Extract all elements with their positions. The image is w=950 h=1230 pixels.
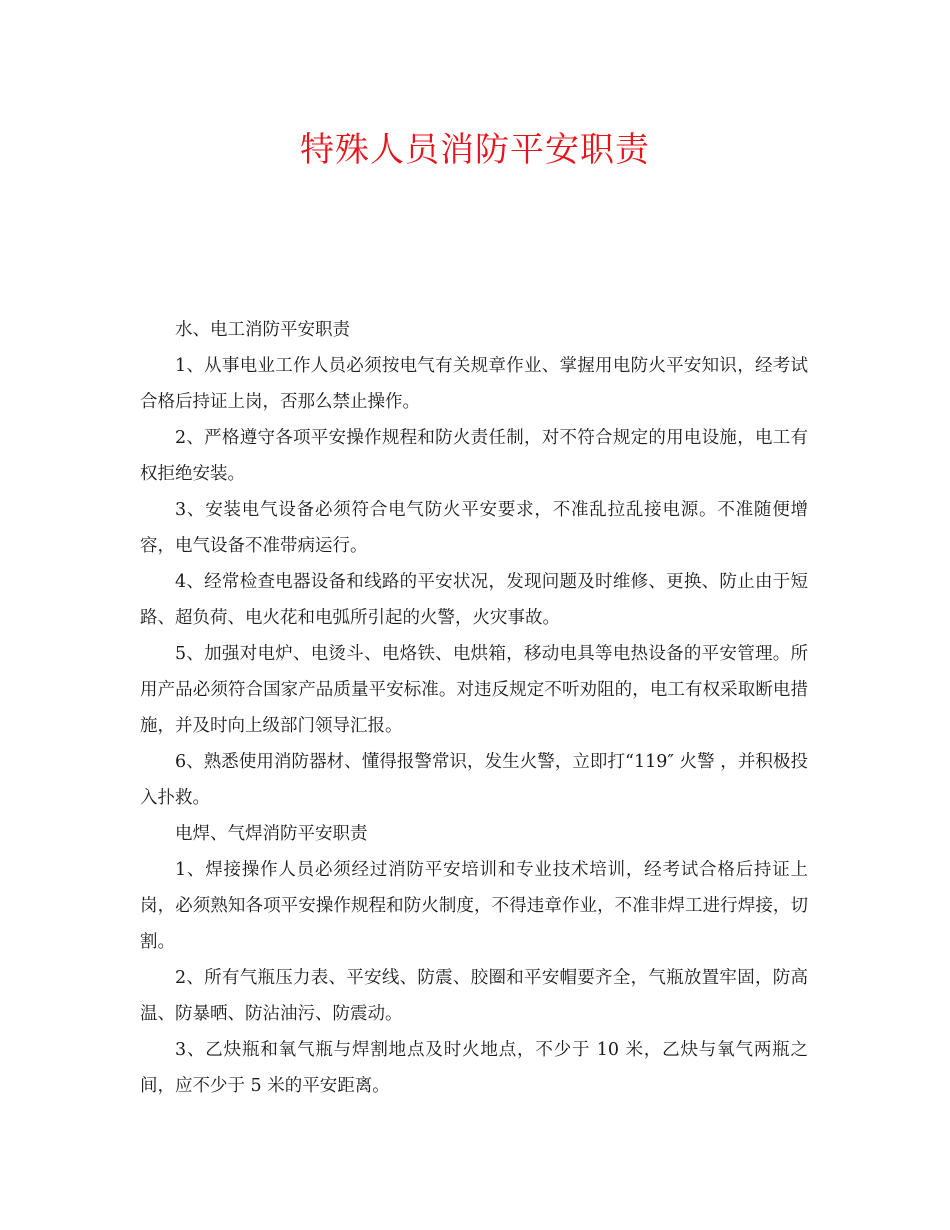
paragraph-electrician-3: 3、安装电气设备必须符合电气防火平安要求，不准乱拉乱接电源。不准随便增容，电气设备不准带病运行。 bbox=[140, 500, 808, 556]
paragraph-welding-3: 3、乙炔瓶和氧气瓶与焊割地点及时火地点，不少于 10 米，乙炔与氧气两瓶之间，应不少于 5 米的平安距离。 bbox=[140, 1040, 808, 1096]
paragraph-electrician-1: 1、从事电业工作人员必须按电气有关规章作业、掌握用电防火平安知识，经考试合格后持证上岗，否那么禁止操作。 bbox=[140, 356, 808, 412]
section-heading-electrician: 水、电工消防平安职责 bbox=[175, 320, 350, 340]
paragraph-electrician-4: 4、经常检查电器设备和线路的平安状况，发现问题及时维修、更换、防止由于短路、超负荷、电火花和电弧所引起的火警，火灾事故。 bbox=[140, 572, 808, 628]
document-body bbox=[140, 312, 808, 1104]
paragraph-electrician-5: 5、加强对电炉、电烫斗、电烙铁、电烘箱，移动电具等电热设备的平安管理。所用产品必须符合国家产品质量平安标准。对违反规定不听劝阻的，电工有权采取断电措施，并及时向上级部门领导汇报。 bbox=[140, 644, 808, 736]
document-title: 特殊人员消防平安职责 bbox=[300, 130, 650, 170]
paragraph-electrician-6: 6、熟悉使用消防器材、懂得报警常识，发生火警，立即打“119″ 火警 ，并积极投入扑救。 bbox=[140, 752, 808, 808]
paragraph-electrician-2: 2、严格遵守各项平安操作规程和防火责任制，对不符合规定的用电设施，电工有权拒绝安装。 bbox=[140, 428, 808, 484]
paragraph-welding-1: 1、焊接操作人员必须经过消防平安培训和专业技术培训，经考试合格后持证上岗，必须熟知各项平安操作规程和防火制度，不得违章作业，不准非焊工进行焊接，切割。 bbox=[140, 860, 808, 952]
section-heading-welding: 电焊、气焊消防平安职责 bbox=[175, 824, 368, 844]
paragraph-welding-2: 2、所有气瓶压力表、平安线、防震、胶圈和平安帽要齐全，气瓶放置牢固，防高温、防暴晒、防沾油污、防震动。 bbox=[140, 968, 808, 1024]
